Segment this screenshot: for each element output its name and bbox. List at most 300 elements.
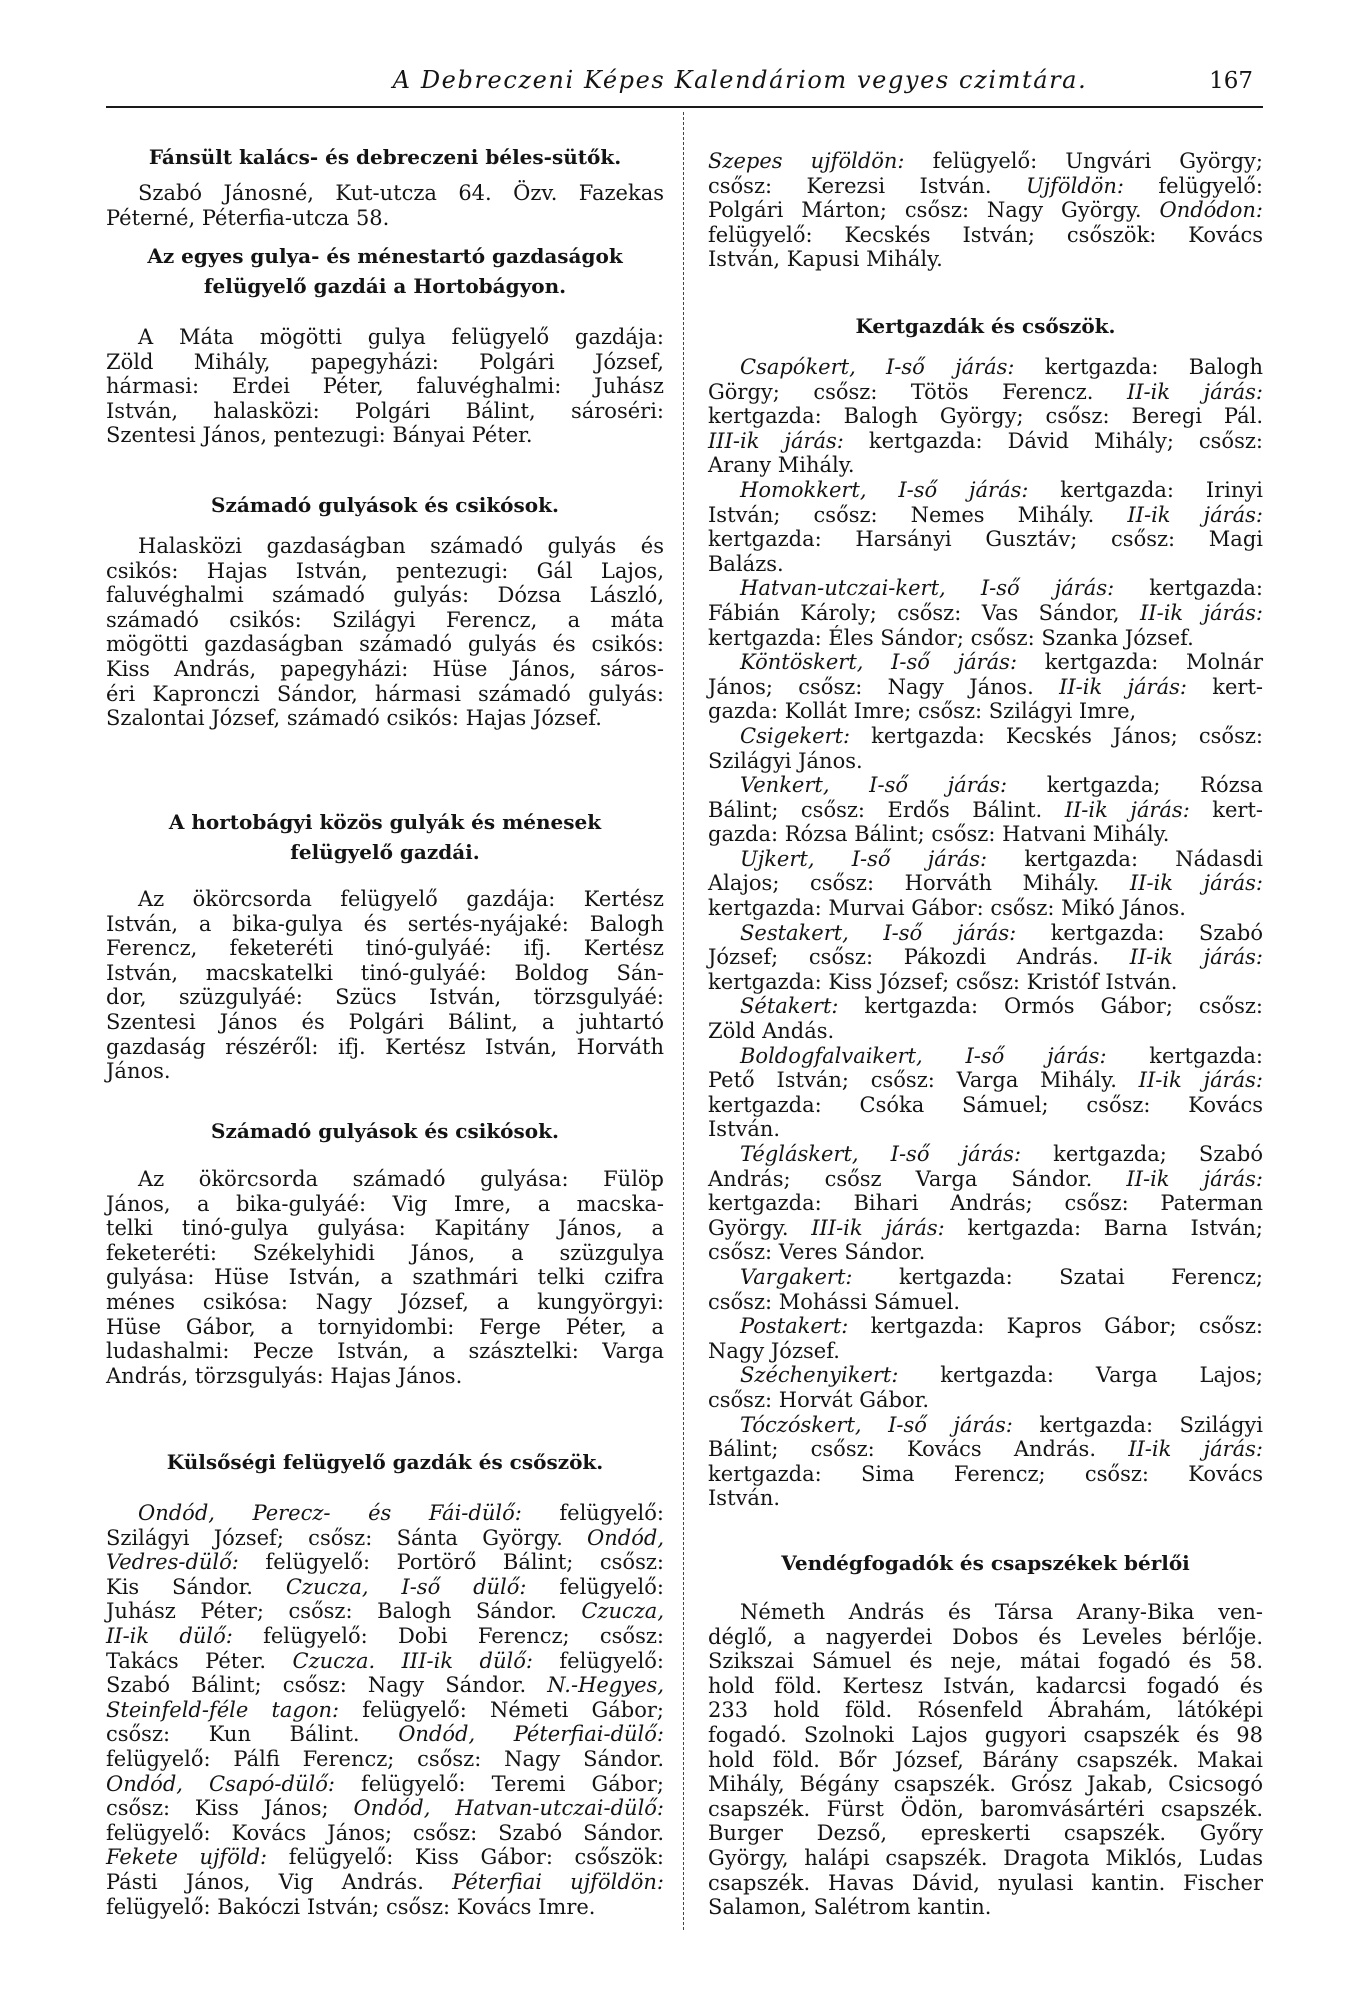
text-line <box>106 1526 664 1551</box>
paragraph <box>106 534 664 731</box>
text-run: Szikszai Sámuel és neje, mátai fogadó és 58. <box>708 1649 1263 1674</box>
text-run: György. <box>708 1215 812 1240</box>
text-line <box>106 1167 664 1192</box>
text-run: György, halápi csapszék. Dragota Miklós, Ludas <box>708 1845 1263 1870</box>
italic-term: Ondód, Perecz- és Fái-dülő: <box>138 1501 522 1525</box>
heading-line: Vendégfogadók és csapszékek bérlői <box>781 1551 1190 1575</box>
text-block <box>106 181 664 230</box>
text-line <box>106 1870 664 1895</box>
text-run: Az ökörcsorda számadó gulyása: Fülöp <box>138 1167 664 1191</box>
text-line <box>106 936 664 961</box>
italic-term: Ondód, Csapó-dülő: <box>106 1771 335 1796</box>
text-run: kertgazda: Barna István; <box>944 1215 1263 1240</box>
text-block <box>708 1600 1263 1920</box>
heading-line: Számadó gulyások és csikósok. <box>211 493 559 517</box>
text-line <box>708 650 1263 675</box>
italic-term: Ondód, Péterfiai-dülő: <box>398 1722 664 1747</box>
italic-term: II-ik járás: <box>1059 674 1187 699</box>
text-run: csikós: Hajas István, pentezugi: Gál Lajos, <box>106 558 664 583</box>
italic-term: Péterfiai ujföldön: <box>452 1869 665 1894</box>
paragraph <box>708 650 1263 724</box>
text-line <box>106 985 664 1010</box>
text-block <box>106 534 664 731</box>
text-run: Kis Sándor. <box>106 1574 286 1599</box>
text-run: Zöld Andás. <box>708 1019 835 1044</box>
text-line <box>106 1241 664 1266</box>
heading-line: felügyelő gazdái. <box>290 840 480 864</box>
text-run: Pásti János, Vig András. <box>106 1869 453 1894</box>
text-line <box>708 1019 1263 1044</box>
italic-term: Fekete ujföld: <box>106 1845 268 1870</box>
text-line <box>106 1796 664 1821</box>
italic-term: II-ik járás: <box>1129 871 1263 896</box>
italic-term: Széchenyikert: <box>740 1363 899 1388</box>
text-run: István; csősz: Nemes Mihály. <box>708 502 1128 527</box>
text-run: Szentesi János, pentezugi: Bányai Péter. <box>106 423 533 448</box>
section-heading <box>106 1447 664 1477</box>
paragraph <box>106 325 664 448</box>
text-run: felügyelő: Portörő Bálint; csősz: <box>238 1550 664 1575</box>
text-run: Halasközi gazdaságban számadó gulyás és <box>138 534 664 558</box>
italic-term: Ondód, Hatvan-utczai-dülő: <box>353 1796 665 1821</box>
heading-line: Az egyes gulya- és ménestartó gazdaságok <box>147 244 623 268</box>
italic-term: Steinfeld-féle tagon: <box>106 1697 340 1722</box>
text-run: déglő, a nagyerdei Dobos és Leveles bérlője. <box>708 1624 1263 1649</box>
text-line <box>708 945 1263 970</box>
text-line <box>106 1290 664 1315</box>
text-run: Szabó Jánosné, Kut-utcza 64. Özv. Fazekas <box>138 181 664 205</box>
text-line <box>106 961 664 986</box>
text-line <box>106 1772 664 1797</box>
text-line <box>106 1722 664 1747</box>
text-run: felügyelő: <box>532 1648 665 1673</box>
section-heading <box>708 1548 1263 1578</box>
heading-line: Külsőségi felügyelő gazdák és csőszök. <box>166 1450 604 1474</box>
section-heading <box>708 311 1263 341</box>
text-line <box>106 1747 664 1772</box>
text-line <box>106 1059 664 1084</box>
paragraph <box>106 181 664 230</box>
text-run: István, Kapusi Mihály. <box>708 247 943 272</box>
text-run: 233 hold föld. Rósenfeld Ábrahám, látóképi <box>708 1698 1263 1723</box>
text-line <box>708 1388 1263 1413</box>
section-heading <box>106 490 664 520</box>
italic-term: II-ik járás: <box>1126 379 1263 404</box>
text-line <box>106 1216 664 1241</box>
text-run: kertgazda; Szabó <box>1021 1142 1263 1166</box>
text-line <box>708 1265 1263 1290</box>
text-run: kert- <box>1189 797 1263 822</box>
text-line <box>708 1068 1263 1093</box>
text-line <box>708 355 1263 380</box>
text-line <box>708 773 1263 798</box>
italic-term: Czucza. III-ik dülő: <box>292 1648 533 1673</box>
text-line <box>708 1821 1263 1846</box>
text-run: kertgazda: Murvai Gábor: csősz: Mikó János. <box>708 896 1186 921</box>
italic-term: Czucza, I-ső dülő: <box>285 1574 527 1599</box>
running-title: A Debreczeni Képes Kalendáriom vegyes czimtára. <box>392 66 1088 94</box>
text-line <box>708 921 1263 946</box>
italic-term: Csigekert: <box>740 723 851 748</box>
text-run: kertgazda: Dávid Mihály; csősz: <box>843 428 1263 453</box>
text-run: gulyása: Hüse István, a szathmári telki czifra <box>106 1265 664 1290</box>
text-run: gazda: Kollát Imre; csősz: Szilágyi Imre, <box>708 699 1137 724</box>
text-line <box>106 912 664 937</box>
text-run: Juhász Péter; csősz: Balogh Sándor. <box>106 1599 582 1624</box>
text-line <box>708 896 1263 921</box>
text-line <box>708 1649 1263 1674</box>
text-run: kertgazda: Csóka Sámuel; csősz: Kovács <box>708 1092 1263 1117</box>
paragraph <box>708 773 1263 847</box>
text-run: kertgazda: Szilágyi <box>1012 1412 1263 1437</box>
text-line <box>708 1437 1263 1462</box>
text-line <box>708 1167 1263 1192</box>
text-line <box>708 1413 1263 1438</box>
text-line <box>708 503 1263 528</box>
italic-term: II-ik járás: <box>1140 600 1263 625</box>
heading-line: Kertgazdák és csőszök. <box>855 314 1116 338</box>
text-line <box>106 583 664 608</box>
text-run: felügyelő: Ungvári György; <box>904 149 1263 173</box>
text-line <box>106 1550 664 1575</box>
text-run: felügyelő: Teremi Gábor; <box>334 1771 664 1796</box>
text-run: Szilágyi János. <box>708 748 863 773</box>
text-line <box>708 1314 1263 1339</box>
text-line <box>708 1674 1263 1699</box>
text-run: Szentesi János és Polgári Bálint, a juhtartó <box>106 1009 664 1034</box>
text-run: Szalontai József, számadó csikós: Hajas József. <box>106 706 602 731</box>
text-line <box>708 1748 1263 1773</box>
section-heading <box>106 241 664 301</box>
text-run: kertgazda: Ormós Gábor; csősz: <box>838 994 1263 1019</box>
text-run: felügyelő: Kecskés István; csőszök: Kovács <box>708 222 1263 247</box>
paragraph <box>708 847 1263 921</box>
heading-line: Fánsült kalács- és debreczeni béles-sütők. <box>148 145 622 169</box>
text-line <box>708 724 1263 749</box>
text-run: gazda: Rózsa Bálint; csősz: Hatvani Mihály. <box>708 822 1170 847</box>
section-heading <box>106 142 664 172</box>
paragraph <box>106 887 664 1084</box>
text-run: Szabó Bálint; csősz: Nagy Sándor. <box>106 1673 548 1698</box>
text-line <box>708 699 1263 724</box>
text-run: István, halasközi: Polgári Bálint, sároséri: <box>106 398 664 423</box>
italic-term: Boldogfalvaikert, I-ső járás: <box>740 1043 1107 1068</box>
italic-term: Vedres-dülő: <box>106 1550 239 1575</box>
text-run: Bálint; csősz: Kovács András. <box>708 1437 1129 1462</box>
text-line <box>106 534 664 559</box>
paragraph <box>708 1314 1263 1363</box>
paragraph <box>708 576 1263 650</box>
paragraph <box>708 355 1263 478</box>
text-line <box>106 1192 664 1217</box>
italic-term: Köntöskert, I-ső járás: <box>740 650 1018 675</box>
text-line <box>106 887 664 912</box>
text-run: Pető István; csősz: Varga Mihály. <box>708 1068 1139 1093</box>
italic-term: Ujkert, I-ső járás: <box>740 846 988 871</box>
text-line <box>708 223 1263 248</box>
text-line <box>708 1044 1263 1069</box>
italic-term: II-ik dülő: <box>106 1623 233 1648</box>
text-run: kertgazda: Harsányi Gusztáv; csősz: Magi <box>708 527 1263 552</box>
text-run: dor, szüzgulyáé: Szücs István, törzsgulyáé: <box>106 985 664 1010</box>
text-line <box>708 1363 1263 1388</box>
text-run: csősz: Kun Bálint. <box>106 1722 399 1747</box>
paragraph <box>106 1167 664 1388</box>
text-line <box>106 1673 664 1698</box>
italic-term: Szepes ujföldön: <box>708 149 905 173</box>
text-line <box>708 1797 1263 1822</box>
text-run: András; csősz Varga Sándor. <box>708 1166 1127 1191</box>
italic-term: Hatvan-utczai-kert, I-ső járás: <box>740 576 1115 601</box>
text-run: Balázs. <box>708 551 784 576</box>
column-divider <box>683 112 684 1930</box>
text-line <box>106 206 664 231</box>
text-run: kert- <box>1186 674 1263 699</box>
text-line <box>708 1698 1263 1723</box>
text-run: Zöld Mihály, papegyházi: Polgári József, <box>106 349 664 374</box>
paragraph <box>708 1265 1263 1314</box>
text-line <box>106 1575 664 1600</box>
text-run: ménes csikósa: Nagy József, a kungyörgyi: <box>106 1289 664 1314</box>
text-run: felügyelő: Kiss Gábor: csőszök: <box>267 1845 664 1870</box>
text-run: felügyelő: Bakóczi István; csősz: Kovács Imre. <box>106 1894 596 1919</box>
text-run: feketeréti: Székelyhidi János, a szüzgulya <box>106 1240 664 1265</box>
text-run: mögötti gazdaságban számadó gulyás és csikós: <box>106 632 664 657</box>
text-line <box>106 325 664 350</box>
italic-term: Vargakert: <box>740 1264 853 1289</box>
text-line <box>106 374 664 399</box>
text-line <box>708 1895 1263 1920</box>
text-line <box>106 1010 664 1035</box>
text-run: Alajos; csősz: Horváth Mihály. <box>708 871 1130 896</box>
paragraph <box>708 994 1263 1043</box>
text-run: József; csősz: Pákozdi András. <box>708 945 1130 970</box>
text-run: Ferencz, feketeréti tinó-gulyáé: ifj. Kertész <box>106 936 664 961</box>
text-run: felügyelő: <box>526 1574 664 1599</box>
text-run: kertgazda: Balogh György; csősz: Beregi Pál. <box>708 404 1263 429</box>
text-run: Kiss András, papegyházi: Hüse János, sáros- <box>106 656 664 681</box>
text-line <box>106 1501 664 1526</box>
italic-term: Ondódon: <box>1159 198 1263 223</box>
heading-line: A hortobágyi közös gulyák és ménesek <box>168 810 602 834</box>
text-line <box>106 1845 664 1870</box>
text-line <box>106 181 664 206</box>
text-line <box>708 527 1263 552</box>
text-run: csősz: Horvát Gábor. <box>708 1387 930 1412</box>
text-run: felügyelő: Pálfi Ferencz; csősz: Nagy Sándor. <box>106 1746 664 1771</box>
text-line <box>708 453 1263 478</box>
text-line <box>708 1117 1263 1142</box>
text-line <box>708 675 1263 700</box>
text-line <box>106 1035 664 1060</box>
italic-term: Ujföldön: <box>1025 173 1124 198</box>
text-line <box>708 601 1263 626</box>
text-line <box>106 1339 664 1364</box>
italic-term: Tégláskert, I-ső járás: <box>740 1142 1022 1166</box>
text-line <box>106 657 664 682</box>
text-run: János. <box>106 1059 171 1084</box>
text-run: kertgazda: Balogh <box>1014 355 1263 379</box>
text-run: Péterné, Péterfia-utcza 58. <box>106 205 390 230</box>
text-line <box>708 1486 1263 1511</box>
text-line <box>106 1649 664 1674</box>
text-line <box>708 847 1263 872</box>
text-line <box>708 749 1263 774</box>
paragraph <box>708 1044 1263 1142</box>
text-line <box>106 1599 664 1624</box>
text-line <box>708 626 1263 651</box>
text-line <box>708 1339 1263 1364</box>
text-block <box>106 325 664 448</box>
text-line <box>106 632 664 657</box>
text-run: csősz: Veres Sándor. <box>708 1240 926 1265</box>
text-line <box>106 1895 664 1920</box>
text-line <box>106 423 664 448</box>
italic-term: III-ik járás: <box>708 428 844 453</box>
text-run: gazdaság részéről: ifj. Kertész István, Horváth <box>106 1034 664 1059</box>
text-run: ludashalmi: Pecze István, a szásztelki: Varga <box>106 1339 664 1364</box>
text-run: kertgazda: Kiss József; csősz: Kristóf István. <box>708 969 1178 994</box>
text-line <box>106 706 664 731</box>
text-run: Takács Péter. <box>106 1648 293 1673</box>
text-run: faluvéghalmi számadó gulyás: Dózsa László, <box>106 583 664 608</box>
text-block <box>708 149 1263 272</box>
text-block <box>106 1167 664 1388</box>
text-run: Görgy; csősz: Tötös Ferencz. <box>708 379 1127 404</box>
italic-term: Tóczóskert, I-ső járás: <box>740 1412 1013 1437</box>
text-line <box>708 1142 1263 1167</box>
paragraph <box>708 724 1263 773</box>
text-line <box>708 1290 1263 1315</box>
text-run: kertgazda: Kapros Gábor; csősz: <box>848 1314 1263 1339</box>
text-line <box>708 1846 1263 1871</box>
italic-term: Csapókert, I-ső járás: <box>740 355 1015 379</box>
section-heading <box>106 1116 664 1146</box>
text-line <box>708 149 1263 174</box>
italic-term: Homokkert, I-ső járás: <box>740 477 1029 502</box>
text-line <box>708 1600 1263 1625</box>
italic-term: Postakert: <box>740 1314 849 1339</box>
text-run: kertgazda: Varga Lajos; <box>898 1363 1263 1388</box>
text-run: fogadó. Szolnoki Lajos gugyori csapszék és 98 <box>708 1722 1263 1747</box>
text-line <box>708 1216 1263 1241</box>
text-line <box>708 970 1263 995</box>
text-run: Burger Dezső, epreskerti csapszék. Győry <box>708 1821 1263 1846</box>
text-line <box>106 1821 664 1846</box>
text-line <box>708 871 1263 896</box>
paragraph <box>708 1600 1263 1920</box>
text-block <box>106 1501 664 1919</box>
text-run: Az ökörcsorda felügyelő gazdája: Kertész <box>138 887 664 911</box>
text-line <box>708 174 1263 199</box>
italic-term: N.-Hegyes, <box>547 1673 664 1698</box>
text-run: Salamon, Salétrom kantin. <box>708 1895 992 1920</box>
text-run: János; csősz: Nagy János. <box>708 674 1060 699</box>
text-line <box>708 798 1263 823</box>
italic-term: II-ik járás: <box>1128 1437 1264 1462</box>
text-run: felügyelő: Kovács János; csősz: Szabó Sándor. <box>106 1820 664 1845</box>
text-run: István, a bika-gulya és sertés-nyájaké: Balogh <box>106 911 664 936</box>
text-run: kertgazda: Sima Ferencz; csősz: Kovács <box>708 1461 1263 1486</box>
heading-line: Számadó gulyások és csikósok. <box>211 1119 559 1143</box>
text-run: Arany Mihály. <box>708 453 855 478</box>
italic-term: II-ik járás: <box>1127 502 1263 527</box>
text-line <box>708 478 1263 503</box>
text-line <box>106 682 664 707</box>
text-run: János, a bika-gulyáé: Vig Imre, a macska- <box>106 1191 664 1216</box>
header-rule <box>106 106 1263 108</box>
text-run: kertgazda: Bihari András; csősz: Paterman <box>708 1191 1263 1216</box>
italic-term: Sétakert: <box>740 994 839 1019</box>
paragraph <box>106 1501 664 1919</box>
text-line <box>708 1240 1263 1265</box>
text-line <box>708 1723 1263 1748</box>
text-run: felügyelő: <box>1123 173 1263 198</box>
paragraph <box>708 1413 1263 1511</box>
text-run: csősz: Kerezsi István. <box>708 173 1026 198</box>
text-run: Nagy József. <box>708 1338 840 1363</box>
page-number: 167 <box>1209 68 1253 94</box>
text-run: A Máta mögötti gulya felügyelő gazdája: <box>138 325 664 349</box>
text-line <box>708 1625 1263 1650</box>
text-run: kertgazda: <box>1114 576 1263 601</box>
text-run: kertgazda: Szatai Ferencz; <box>852 1264 1263 1289</box>
text-line <box>708 380 1263 405</box>
text-line <box>106 559 664 584</box>
text-run: kertgazda: Éles Sándor; csősz: Szanka József. <box>708 625 1194 650</box>
text-run: István, macskatelki tinó-gulyáé: Boldog Sán- <box>106 960 664 985</box>
text-line <box>708 822 1263 847</box>
text-run: András, törzsgulyás: Hajas János. <box>106 1363 463 1388</box>
text-run: Polgári Márton; csősz: Nagy György. <box>708 198 1160 223</box>
italic-term: II-ik járás: <box>1138 1068 1264 1093</box>
text-run: Mihály, Bégány csapszék. Grósz Jakab, Csicsogó <box>708 1772 1263 1797</box>
text-run: számadó csikós: Szilágyi Ferencz, a máta <box>106 607 664 632</box>
text-line <box>708 552 1263 577</box>
italic-term: II-ik járás: <box>1126 1166 1263 1191</box>
paragraph <box>708 149 1263 272</box>
paragraph <box>708 1142 1263 1265</box>
text-run: hold föld. Bőr József, Bárány csapszék. Makai <box>708 1747 1263 1772</box>
text-run: felügyelő: Németi Gábor; <box>339 1697 664 1722</box>
text-run: Bálint; csősz: Erdős Bálint. <box>708 797 1065 822</box>
text-run: Németh András és Társa Arany-Bika ven- <box>740 1600 1263 1624</box>
text-run: csősz: Mohássi Sámuel. <box>708 1289 961 1314</box>
italic-term: III-ik járás: <box>811 1215 945 1240</box>
text-run: Szilágyi József; csősz: Sánta György. <box>106 1525 588 1550</box>
text-line <box>708 404 1263 429</box>
text-line <box>708 1191 1263 1216</box>
text-line <box>106 1315 664 1340</box>
text-line <box>106 608 664 633</box>
heading-line: felügyelő gazdái a Hortobágyon. <box>203 274 567 298</box>
text-run: kertgazda: Kecskés János; csősz: <box>850 723 1263 748</box>
text-run: csapszék. Havas Dávid, nyulasi kantin. Fischer <box>708 1870 1263 1895</box>
text-block <box>708 355 1263 1511</box>
text-run: kertgazda: Irinyi <box>1028 477 1263 502</box>
paragraph <box>708 1363 1263 1412</box>
text-block <box>106 887 664 1084</box>
text-run: István. <box>708 1486 781 1511</box>
section-heading <box>106 807 664 867</box>
text-line <box>106 1698 664 1723</box>
italic-term: Sestakert, I-ső járás: <box>740 920 1017 945</box>
text-run: Fábián Károly; csősz: Vas Sándor, <box>708 600 1141 625</box>
text-run: hármasi: Erdei Péter, faluvéghalmi: Juhász <box>106 374 664 399</box>
text-run: kertgazda: Nádasdi <box>987 846 1263 871</box>
text-run: Hüse Gábor, a tornyidombi: Ferge Péter, a <box>106 1314 664 1339</box>
text-run: kertgazda: <box>1106 1043 1263 1068</box>
